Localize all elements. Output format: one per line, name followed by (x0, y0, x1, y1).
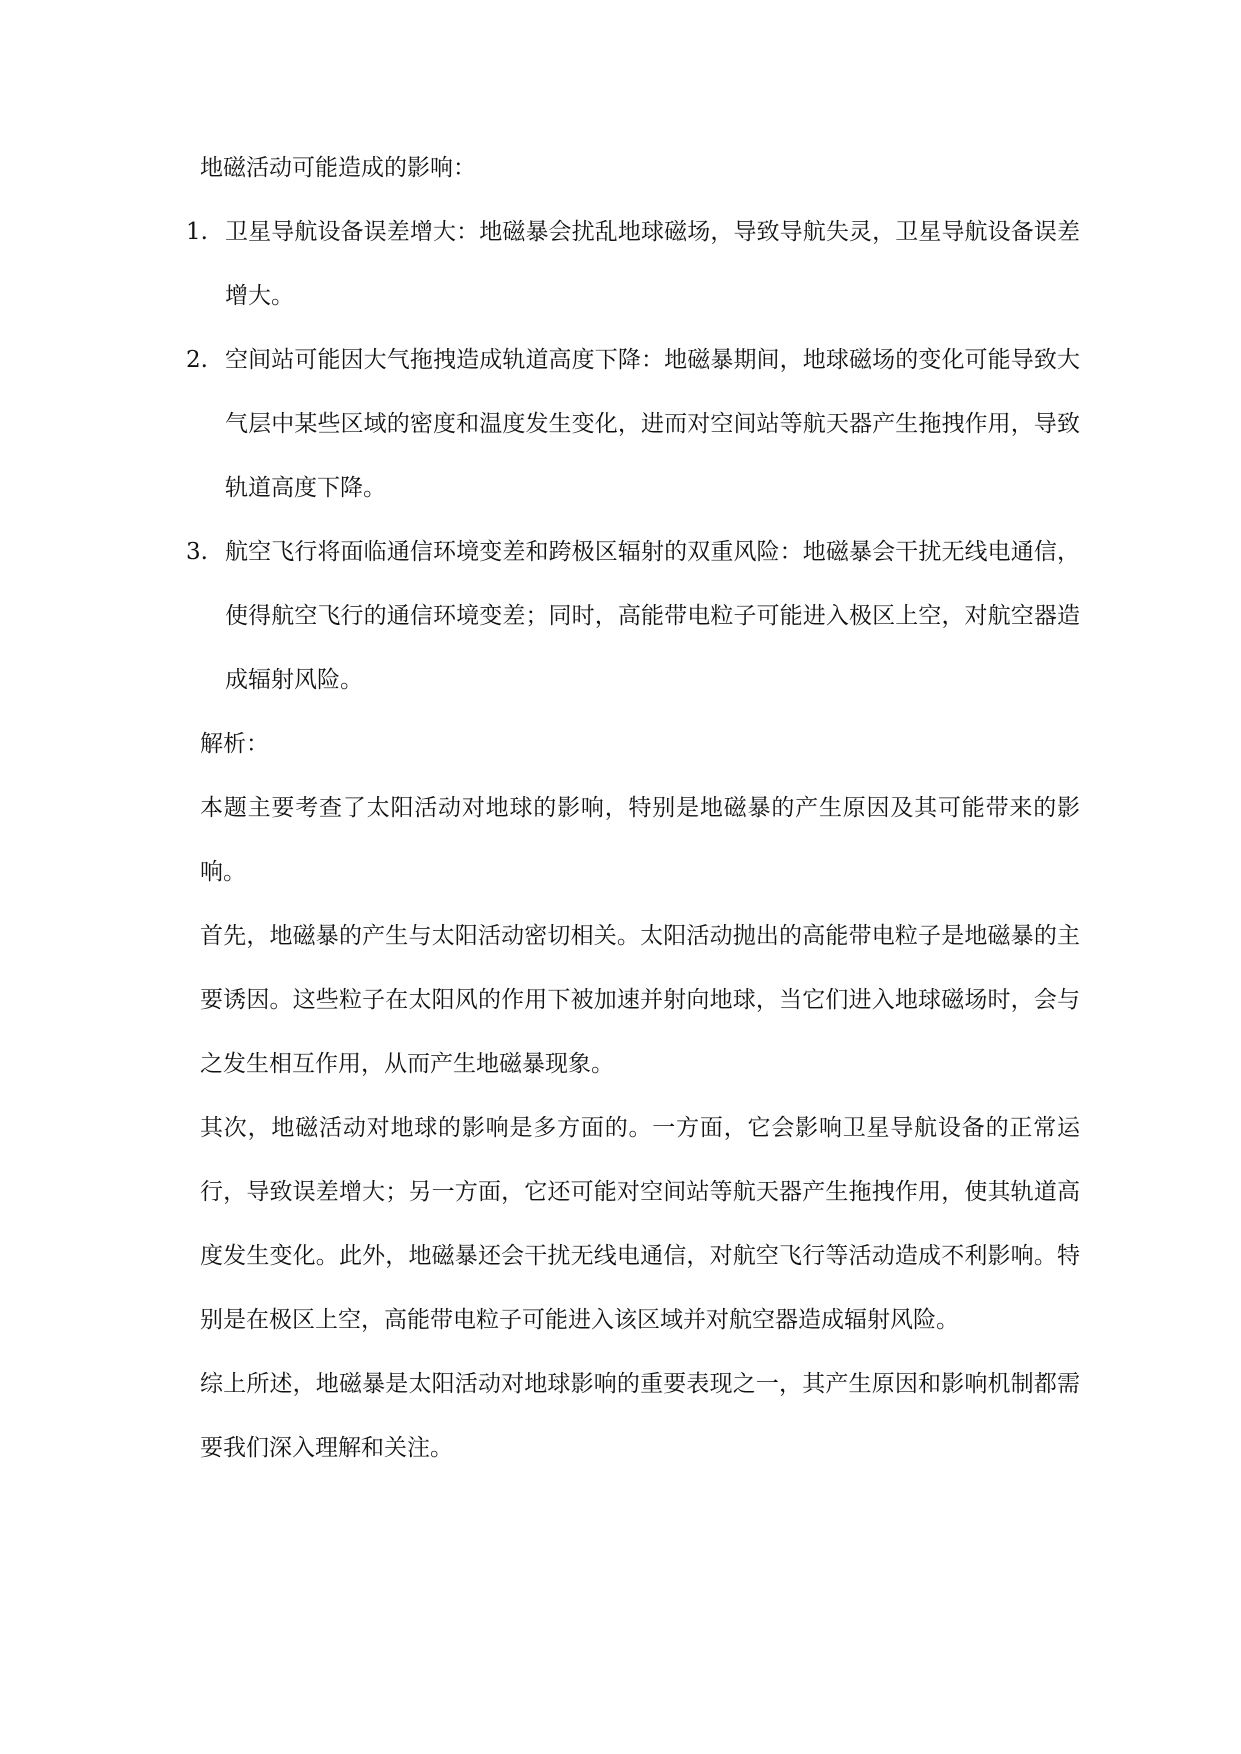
analysis-paragraph: 其次，地磁活动对地球的影响是多方面的。一方面，它会影响卫星导航设备的正常运行，导致误差增大；另一方面，它还可能对空间站等航天器产生拖拽作用，使其轨道高度发生变化。此外，地磁暴还会干扰无线电通信，对航空飞行等活动造成不利影响。特别是在极区上空，高能带电粒子可能进入该区域并对航空器造成辐射风险。 (200, 1115, 1080, 1333)
list-item (186, 200, 1080, 328)
list-number: 3. (186, 539, 208, 565)
impact-list (186, 200, 1080, 712)
analysis-paragraph: 首先，地磁暴的产生与太阳活动密切相关。太阳活动抛出的高能带电粒子是地磁暴的主要诱因。这些粒子在太阳风的作用下被加速并射向地球，当它们进入地球磁场时，会与之发生相互作用，从而产生地磁暴现象。 (200, 923, 1080, 1077)
list-number: 1. (186, 219, 208, 245)
intro-line: 地磁活动可能造成的影响： (200, 155, 476, 181)
analysis-heading: 解析： (200, 731, 269, 757)
list-item-text: 空间站可能因大气拖拽造成轨道高度下降：地磁暴期间，地球磁场的变化可能导致大气层中某些区域的密度和温度发生变化，进而对空间站等航天器产生拖拽作用，导致轨道高度下降。 (225, 347, 1080, 501)
document-body (186, 136, 1080, 1480)
list-number: 2. (186, 347, 208, 373)
analysis-paragraph: 本题主要考查了太阳活动对地球的影响，特别是地磁暴的产生原因及其可能带来的影响。 (200, 795, 1080, 885)
list-item-text: 航空飞行将面临通信环境变差和跨极区辐射的双重风险：地磁暴会干扰无线电通信，使得航空飞行的通信环境变差；同时，高能带电粒子可能进入极区上空，对航空器造成辐射风险。 (225, 539, 1080, 693)
analysis-paragraph: 综上所述，地磁暴是太阳活动对地球影响的重要表现之一，其产生原因和影响机制都需要我们深入理解和关注。 (200, 1371, 1080, 1461)
list-item (186, 520, 1080, 712)
list-item (186, 328, 1080, 520)
list-item-text: 卫星导航设备误差增大：地磁暴会扰乱地球磁场，导致导航失灵，卫星导航设备误差增大。 (225, 219, 1080, 309)
